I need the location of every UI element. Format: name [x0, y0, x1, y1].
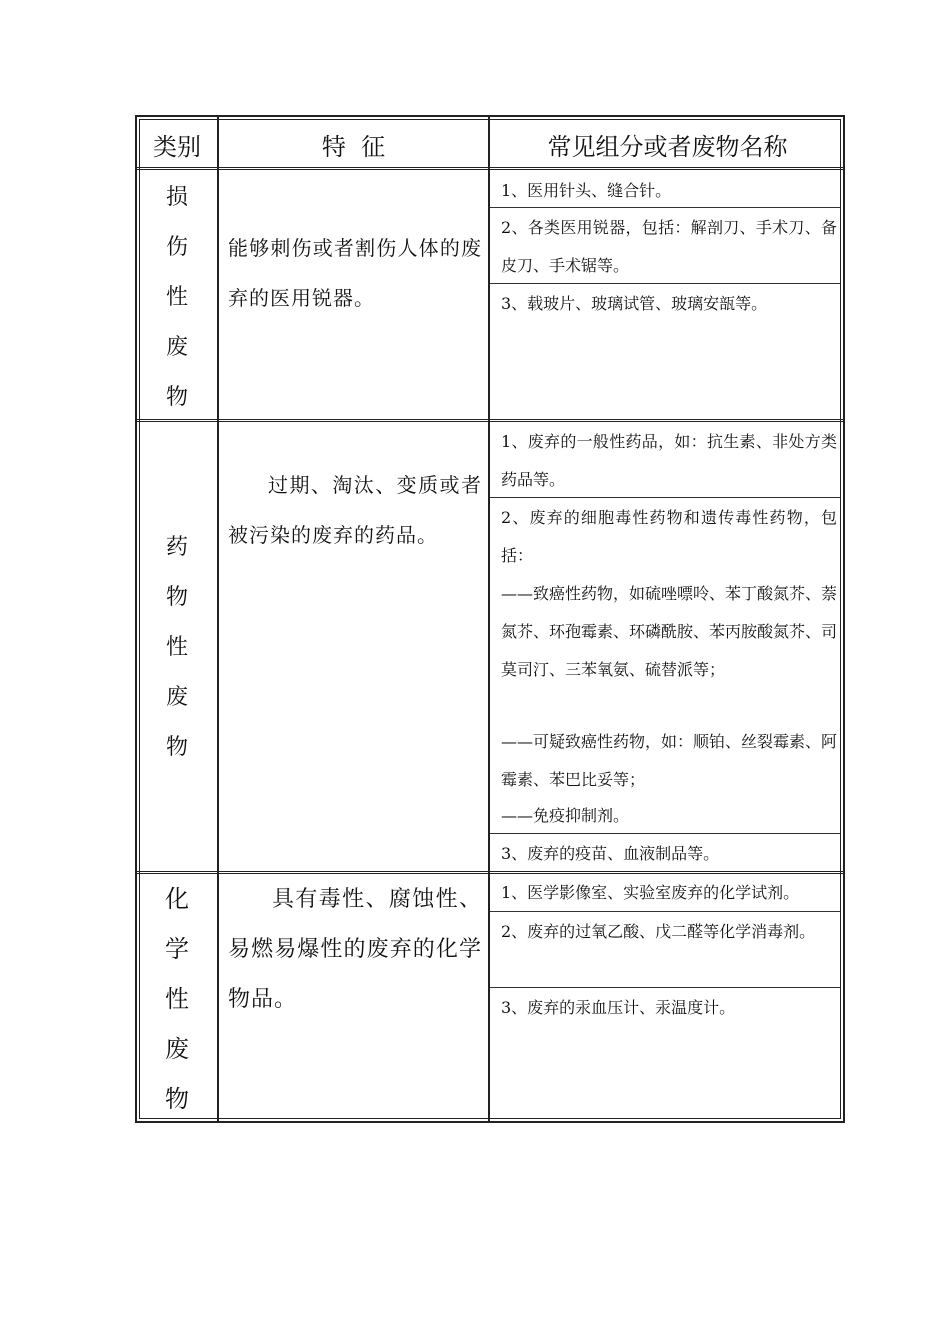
- list-item: 3、废弃的汞血压计、汞温度计。: [501, 998, 736, 1017]
- list-item: 3、载玻片、玻璃试管、玻璃安瓿等。: [501, 294, 768, 313]
- category-char: 学: [165, 935, 189, 963]
- category-char: 损: [165, 185, 188, 210]
- list-item: ——免疫抑制剂。: [501, 806, 630, 825]
- category-char: 废: [165, 335, 188, 360]
- category-char: 物: [165, 385, 188, 410]
- category-pharmaceutical: [137, 523, 217, 773]
- feature-chemical: 具有毒性、腐蚀性、易燃易爆性的废弃的化学物品。: [228, 887, 482, 1012]
- list-item: 2、废弃的过氧乙酸、戊二醛等化学消毒剂。: [501, 922, 816, 941]
- list-item: ——可疑致癌性药物，如：顺铂、丝裂霉素、阿霉素、苯巴比妥等；: [501, 732, 838, 789]
- list-item: 1、废弃的一般性药品，如：抗生素、非处方类药品等。: [501, 432, 837, 489]
- category-chemical: [137, 874, 217, 1124]
- column-divider-1: [217, 117, 219, 1121]
- header-components: 常见组分或者废物名称: [547, 133, 788, 161]
- header-divider: [137, 167, 843, 170]
- header-category: 类别: [153, 133, 201, 161]
- list-item: 1、医用针头、缝合针。: [501, 181, 672, 200]
- category-char: 伤: [165, 235, 188, 260]
- list-item: 2、废弃的细胞毒性药物和遗传毒性药物，包括：: [501, 508, 837, 565]
- category-char: 物: [165, 1085, 189, 1113]
- item-divider: [490, 987, 840, 988]
- category-char: 废: [165, 685, 188, 710]
- feature-sharps: 能够刺伤或者割伤人体的废弃的医用锐器。: [228, 236, 482, 310]
- category-char: 性: [165, 285, 188, 310]
- list-item: 2、各类医用锐器，包括：解剖刀、手术刀、备皮刀、手术锯等。: [501, 218, 837, 275]
- list-item: ——致癌性药物，如硫唑嘌呤、苯丁酸氮芥、萘氮芥、环孢霉素、环磷酰胺、苯丙胺酸氮芥、司莫司汀、三苯氧氨、硫替派等；: [501, 584, 838, 679]
- column-divider-2: [488, 117, 490, 1121]
- category-char: 性: [165, 985, 189, 1013]
- category-sharps: [137, 173, 217, 423]
- list-item: 3、废弃的疫苗、血液制品等。: [501, 844, 720, 863]
- category-char: 物: [165, 585, 188, 610]
- waste-classification-table: [135, 115, 845, 1123]
- header-feature: 特 征: [321, 133, 386, 161]
- category-char: 物: [165, 735, 188, 760]
- list-item: 1、医学影像室、实验室废弃的化学试剂。: [501, 883, 800, 902]
- category-char: 废: [165, 1035, 189, 1063]
- category-char: 药: [165, 535, 188, 560]
- category-char: 化: [165, 885, 189, 913]
- category-char: 性: [165, 635, 188, 660]
- feature-pharmaceutical: 过期、淘汰、变质或者被污染的废弃的药品。: [228, 473, 482, 547]
- row-divider-1: [137, 419, 843, 422]
